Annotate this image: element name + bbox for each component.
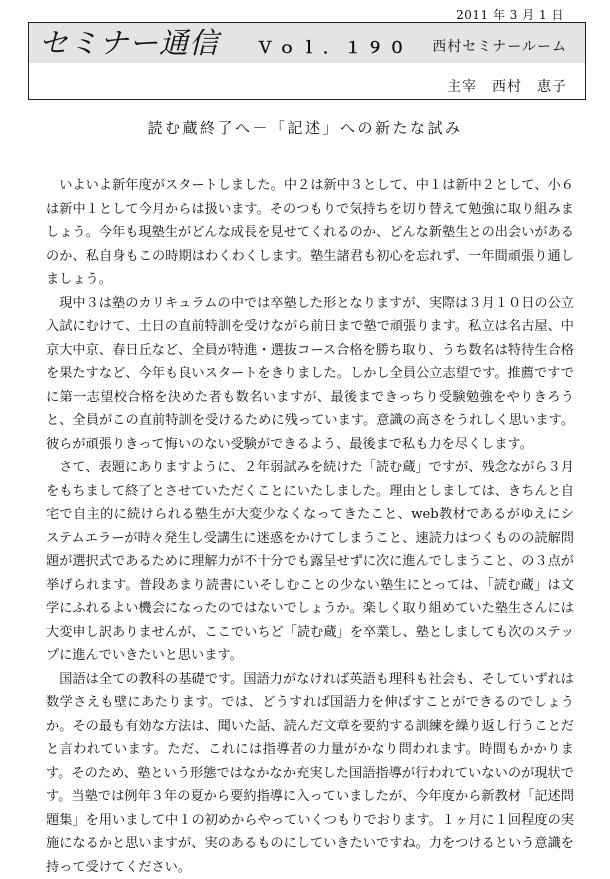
paragraph: 現中３は塾のカリキュラムの中では卒塾した形となりますが、実際は３月１０日の公立入試にむけて、土日の直前特訓を受けながら前日まで塾で頑張ります。私立は名古屋、中京大中京、春日丘など、全員が特進・選抜コース合格を勝ち取り、うち数名は特待生合格を果たすなど、今年も良いスタートをきりました。しかし全員公立志望です。推薦ですでに第一志望校合格を決めた者も数名いますが、最後まできっちり受験勉強をやりきろうと、全員がこの直前特訓を受けるために残っています。意識の高さをうれしく思います。彼らが頑張りきって悔いのない受験ができるよう、最後まで私も力を尽くします。	[46, 292, 574, 457]
newsletter-title: セミナー通信	[39, 26, 219, 60]
header-title-band	[29, 23, 585, 63]
newsletter-header	[28, 22, 586, 100]
paragraph: いよいよ新年度がスタートしました。中２は新中３として、中１は新中２として、小６は新中１として今月からは扱います。そのつもりで気持ちを切り替えて勉強に取り組みましょう。今年も現塾生がどんな成長を見せてくれるのか、どんな新塾生との出会いがあるのか、私自身もこの時期はわくわくします。塾生諸君も初心を忘れず、一年間頑張り通しましょう。	[46, 174, 574, 292]
issue-date: 2011 年 3 月 1 日	[456, 6, 564, 23]
volume-number: Ｖｏｌ．１９０	[257, 35, 411, 58]
article-body	[46, 174, 574, 879]
article-title: 読む蔵終了へ－「記述」への新たな試み	[0, 117, 610, 138]
paragraph: さて、表題にありますように、２年弱試みを続けた「読む蔵」ですが、残念ながら３月をもちまして終了とさせていただくことにいたしました。理由としましては、きちんと自宅で自主的に続けられる塾生が大変少なくなってきたこと、web教材であるがゆえにシステムエラーが時々発生し受講生に迷惑をかけてしまうこと、速読力はつくものの読解問題が選択式であるために理解力が不十分でも露呈せずに次に進んでしまうこと、の３点が挙げられます。普段あまり読書にいそしむことの少ない塾生にとっては、「読む蔵」は文学にふれるよい機会になったのではないでしょうか。楽しく取り組めていた塾生さんには大変申し訳ありませんが、ここでいちど「読む蔵」を卒業し、塾としましても次のステップに進んでいきたいと思います。	[46, 456, 574, 668]
organization-name: 西村セミナールーム	[432, 36, 567, 56]
paragraph: 国語は全ての教科の基礎です。国語力がなければ英語も理科も社会も、そしていずれは数学さえも壁にあたります。では、どうすれば国語力を伸ばすことができるのでしょうか。その最も有効な方法は、聞いた話、読んだ文章を要約する訓練を繰り返し行うことだと言われています。ただ、これには指導者の力量がかなり問われます。時間もかかります。そのため、塾という形態ではなかなか充実した国語指導が行われていないのが現状です。当塾では例年３年の夏から要約指導に入っていましたが、今年度から新教材「記述問題集」を用いまして中１の初めからやっていくつもりでおります。１ヶ月に１回程度の実施になるかと思いますが、実のあるものにしていきたいですね。力をつけるという意識を持って受けてください。	[46, 668, 574, 879]
editor-name: 主宰 西村 恵子	[447, 76, 567, 96]
